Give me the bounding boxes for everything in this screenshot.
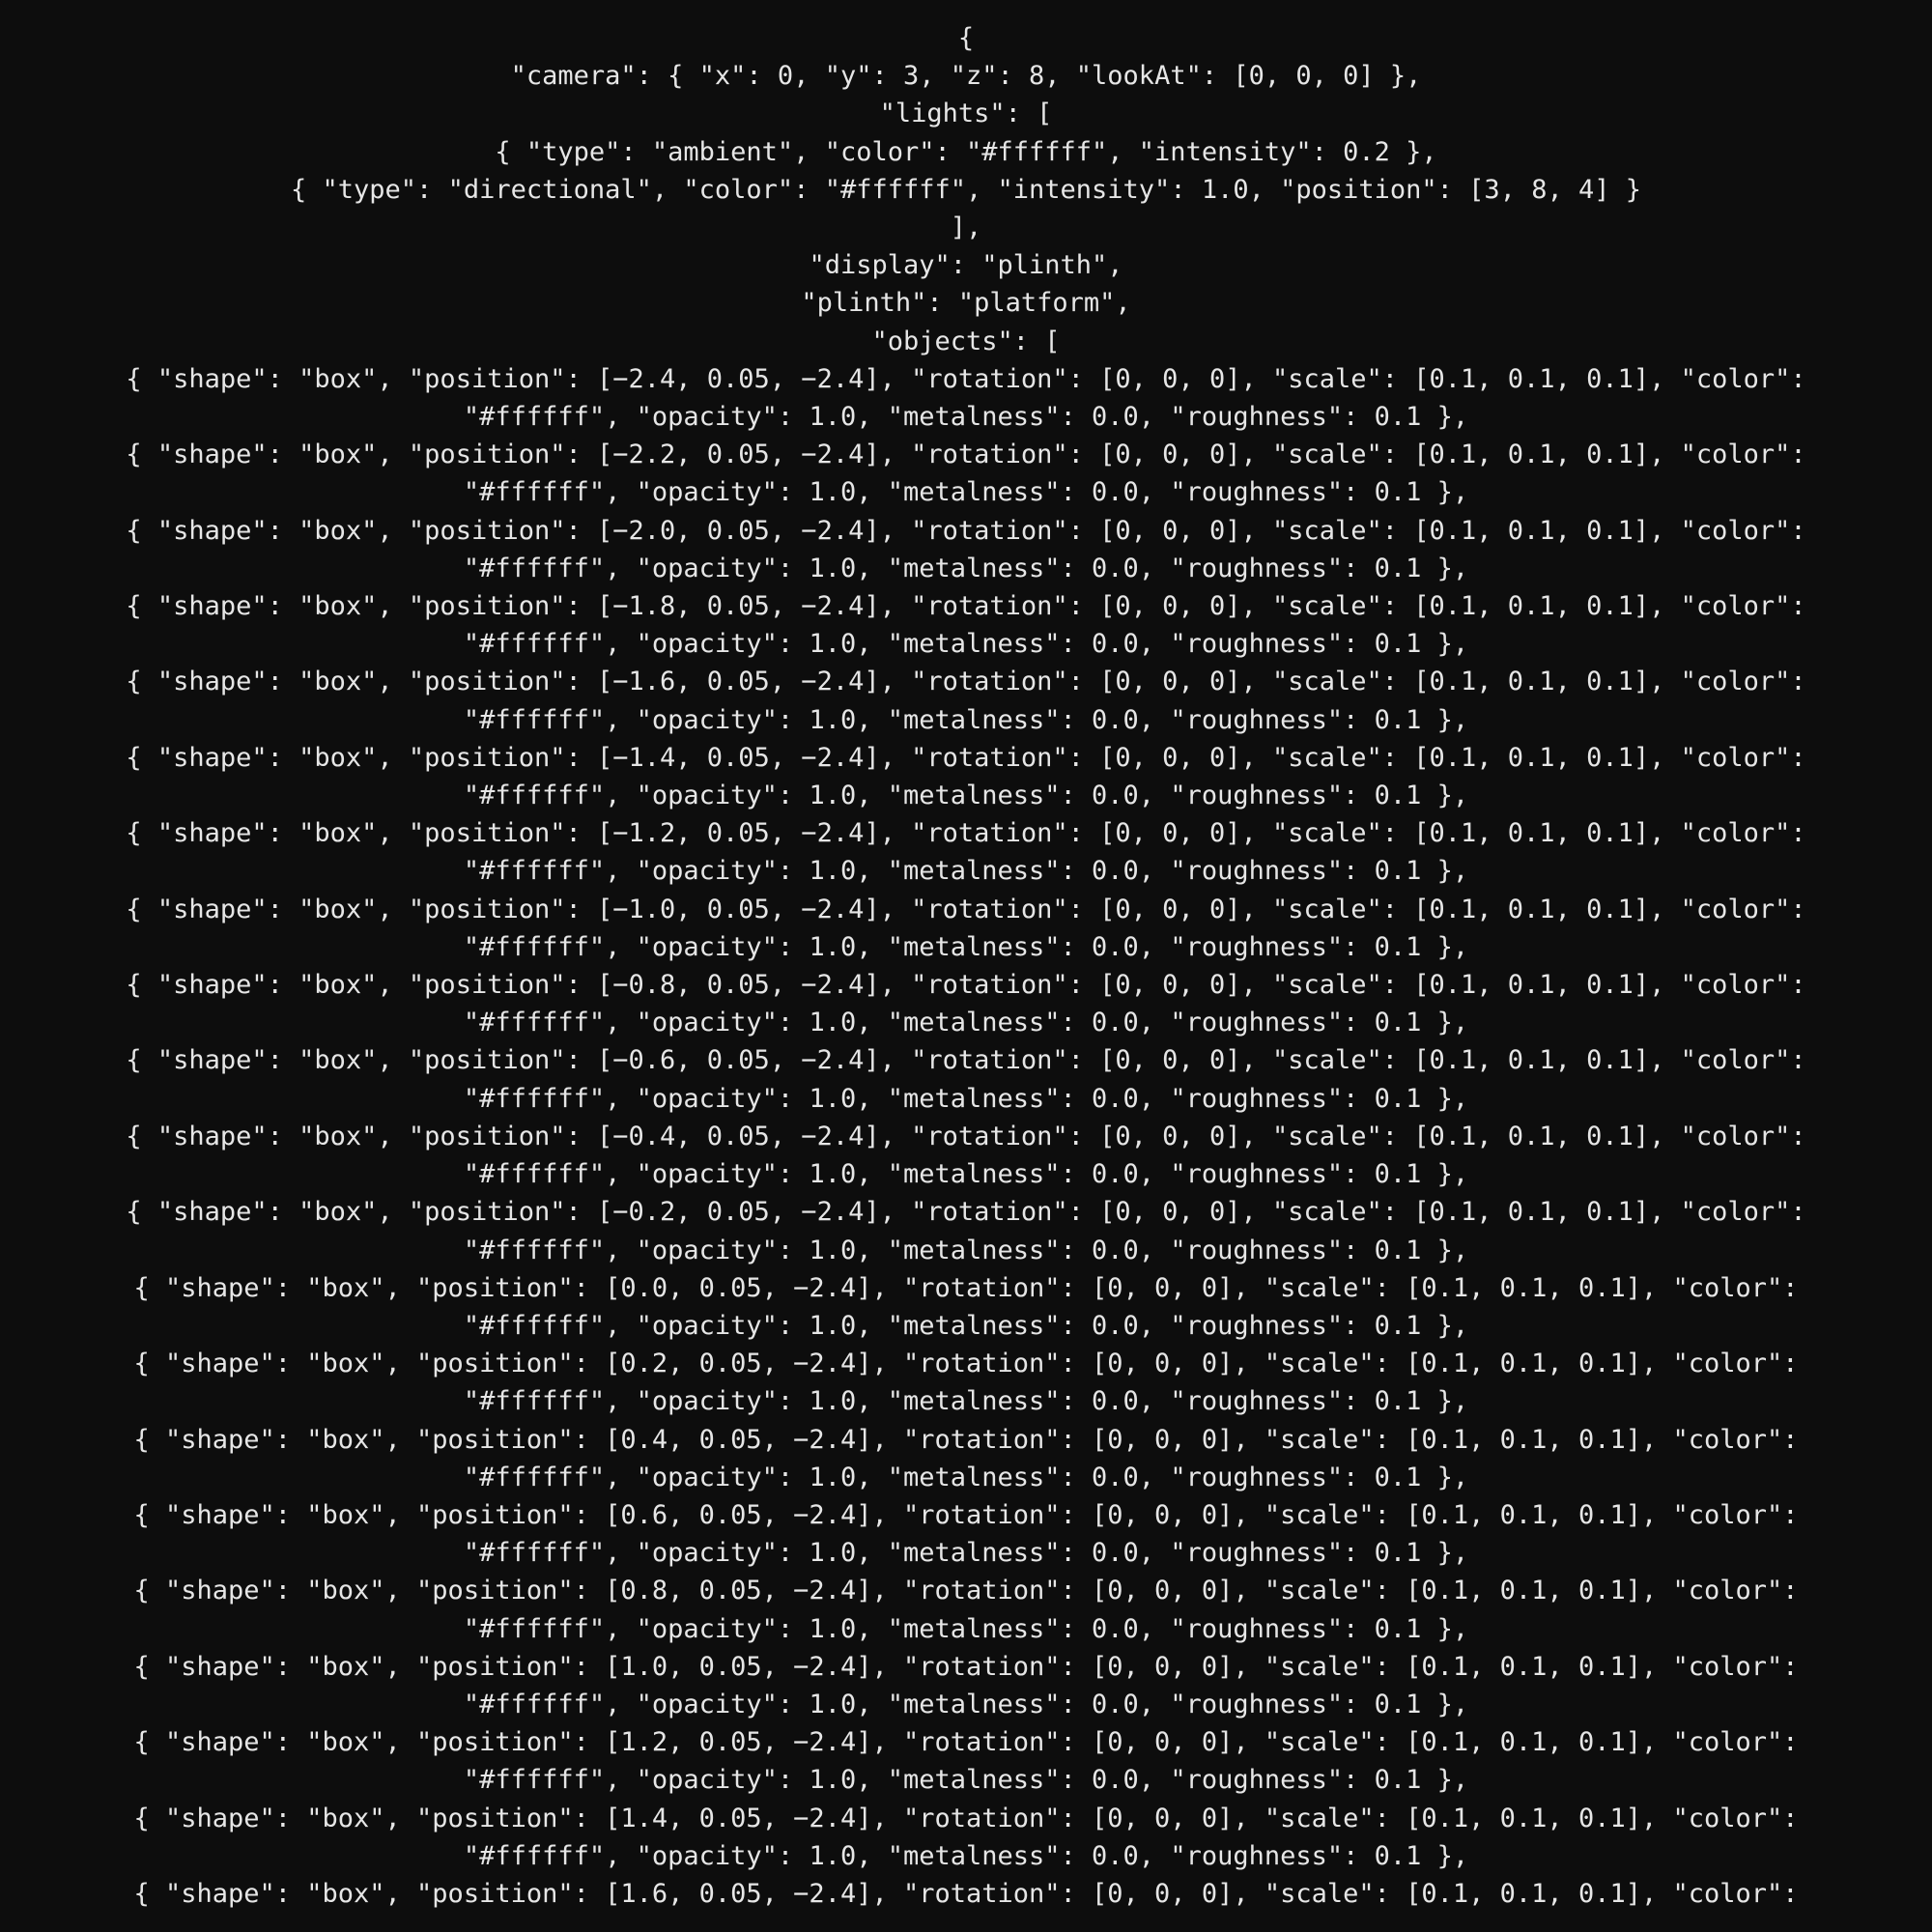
code-view bbox=[0, 19, 1932, 1932]
code-line: "#ffffff", "opacity": 1.0, "metalness": 0.0, "roughness": 0.1 }, bbox=[463, 1310, 1469, 1341]
code-line: "#ffffff", "opacity": 1.0, "metalness": 0.0, "roughness": 0.1 }, bbox=[463, 1765, 1469, 1796]
code-line: { "shape": "box", "position": [−1.0, 0.05, −2.4], "rotation": [0, 0, 0], "scale": [0.1, 0.1, 0.1], "color": bbox=[126, 894, 1806, 924]
code-line: { "shape": "box", "position": [−0.4, 0.05, −2.4], "rotation": [0, 0, 0], "scale": [0.1, 0.1, 0.1], "color": bbox=[126, 1121, 1806, 1151]
code-line: { "shape": "box", "position": [1.0, 0.05, −2.4], "rotation": [0, 0, 0], "scale": [0.1, 0.1, 0.1], "color": bbox=[133, 1651, 1799, 1682]
code-line: { "shape": "box", "position": [−0.6, 0.05, −2.4], "rotation": [0, 0, 0], "scale": [0.1, 0.1, 0.1], "color": bbox=[126, 1045, 1806, 1076]
code-line: { "shape": "box", "position": [−2.2, 0.05, −2.4], "rotation": [0, 0, 0], "scale": [0.1, 0.1, 0.1], "color": bbox=[126, 440, 1806, 470]
code-line: ], bbox=[950, 213, 982, 243]
code-line: { "shape": "box", "position": [0.2, 0.05, −2.4], "rotation": [0, 0, 0], "scale": [0.1, 0.1, 0.1], "color": bbox=[133, 1349, 1799, 1379]
code-line: "#ffffff", "opacity": 1.0, "metalness": 0.0, "roughness": 0.1 }, bbox=[463, 1840, 1469, 1871]
code-line: { bbox=[957, 23, 975, 53]
code-line: "#ffffff", "opacity": 1.0, "metalness": 0.0, "roughness": 0.1 }, bbox=[463, 931, 1469, 962]
code-line: { "shape": "box", "position": [0.4, 0.05, −2.4], "rotation": [0, 0, 0], "scale": [0.1, 0.1, 0.1], "color": bbox=[133, 1424, 1799, 1455]
code-line: "#ffffff", "opacity": 1.0, "metalness": 0.0, "roughness": 0.1 }, bbox=[463, 704, 1469, 735]
code-line: "#ffffff", "opacity": 1.0, "metalness": 0.0, "roughness": 0.1 }, bbox=[463, 1386, 1469, 1417]
code-line: { "shape": "box", "position": [−1.4, 0.05, −2.4], "rotation": [0, 0, 0], "scale": [0.1, 0.1, 0.1], "color": bbox=[126, 742, 1806, 773]
code-line: { "shape": "box", "position": [1.4, 0.05, −2.4], "rotation": [0, 0, 0], "scale": [0.1, 0.1, 0.1], "color": bbox=[133, 1803, 1799, 1833]
code-line: { "shape": "box", "position": [−0.8, 0.05, −2.4], "rotation": [0, 0, 0], "scale": [0.1, 0.1, 0.1], "color": bbox=[126, 970, 1806, 1001]
code-line: "#ffffff", "opacity": 1.0, "metalness": 0.0, "roughness": 0.1 }, bbox=[463, 629, 1469, 660]
code-line: "#ffffff", "opacity": 1.0, "metalness": 0.0, "roughness": 0.1 }, bbox=[463, 1462, 1469, 1492]
code-line: "#ffffff", "opacity": 1.0, "metalness": 0.0, "roughness": 0.1 }, bbox=[463, 1613, 1469, 1644]
code-line: { "shape": "box", "position": [−0.2, 0.05, −2.4], "rotation": [0, 0, 0], "scale": [0.1, 0.1, 0.1], "color": bbox=[126, 1197, 1806, 1228]
code-line: "#ffffff", "opacity": 1.0, "metalness": 0.0, "roughness": 0.1 }, bbox=[463, 856, 1469, 887]
code-line: "display": "plinth", bbox=[809, 250, 1123, 281]
code-line: "objects": [ bbox=[871, 326, 1061, 356]
code-line: "#ffffff", "opacity": 1.0, "metalness": 0.0, "roughness": 0.1 }, bbox=[463, 1159, 1469, 1190]
code-line: "lights": [ bbox=[879, 99, 1053, 129]
code-line: "#ffffff", "opacity": 1.0, "metalness": 0.0, "roughness": 0.1 }, bbox=[463, 1083, 1469, 1114]
code-line: "camera": { "x": 0, "y": 3, "z": 8, "lookAt": [0, 0, 0] }, bbox=[510, 61, 1422, 92]
code-line: "#ffffff", "opacity": 1.0, "metalness": 0.0, "roughness": 0.1 }, bbox=[463, 553, 1469, 583]
code-line: { "shape": "box", "position": [−2.0, 0.05, −2.4], "rotation": [0, 0, 0], "scale": [0.1, 0.1, 0.1], "color": bbox=[126, 515, 1806, 546]
code-line: "#ffffff", "opacity": 1.0, "metalness": 0.0, "roughness": 0.1 }, bbox=[463, 477, 1469, 508]
code-line: { "shape": "box", "position": [−2.4, 0.05, −2.4], "rotation": [0, 0, 0], "scale": [0.1, 0.1, 0.1], "color": bbox=[126, 363, 1806, 394]
code-line: "#ffffff", "opacity": 1.0, "metalness": 0.0, "roughness": 0.1 }, bbox=[463, 1235, 1469, 1265]
code-line: { "shape": "box", "position": [0.0, 0.05, −2.4], "rotation": [0, 0, 0], "scale": [0.1, 0.1, 0.1], "color": bbox=[133, 1272, 1799, 1303]
code-line: "#ffffff", "opacity": 1.0, "metalness": 0.0, "roughness": 0.1 }, bbox=[463, 402, 1469, 433]
code-line: { "shape": "box", "position": [−1.2, 0.05, −2.4], "rotation": [0, 0, 0], "scale": [0.1, 0.1, 0.1], "color": bbox=[126, 818, 1806, 849]
code-line: { "shape": "box", "position": [1.2, 0.05, −2.4], "rotation": [0, 0, 0], "scale": [0.1, 0.1, 0.1], "color": bbox=[133, 1727, 1799, 1758]
code-line: "plinth": "platform", bbox=[801, 288, 1131, 319]
code-line: { "shape": "box", "position": [0.8, 0.05, −2.4], "rotation": [0, 0, 0], "scale": [0.1, 0.1, 0.1], "color": bbox=[133, 1576, 1799, 1606]
code-line: { "type": "directional", "color": "#ffffff", "intensity": 1.0, "position": [3, 8, 4] } bbox=[291, 174, 1641, 205]
code-line: { "shape": "box", "position": [1.6, 0.05, −2.4], "rotation": [0, 0, 0], "scale": [0.1, 0.1, 0.1], "color": bbox=[133, 1878, 1799, 1909]
code-line: { "shape": "box", "position": [−1.8, 0.05, −2.4], "rotation": [0, 0, 0], "scale": [0.1, 0.1, 0.1], "color": bbox=[126, 591, 1806, 622]
code-line: { "shape": "box", "position": [−1.6, 0.05, −2.4], "rotation": [0, 0, 0], "scale": [0.1, 0.1, 0.1], "color": bbox=[126, 667, 1806, 697]
code-line: "#ffffff", "opacity": 1.0, "metalness": 0.0, "roughness": 0.1 }, bbox=[463, 1689, 1469, 1719]
code-line: "#ffffff", "opacity": 1.0, "metalness": 0.0, "roughness": 0.1 }, bbox=[463, 781, 1469, 811]
code-line: { "shape": "box", "position": [0.6, 0.05, −2.4], "rotation": [0, 0, 0], "scale": [0.1, 0.1, 0.1], "color": bbox=[133, 1499, 1799, 1530]
code-line: "#ffffff", "opacity": 1.0, "metalness": 0.0, "roughness": 0.1 }, bbox=[463, 1008, 1469, 1038]
code-line: "#ffffff", "opacity": 1.0, "metalness": 0.0, "roughness": 0.1 }, bbox=[463, 1538, 1469, 1569]
code-line: { "type": "ambient", "color": "#ffffff", "intensity": 0.2 }, bbox=[495, 136, 1437, 167]
